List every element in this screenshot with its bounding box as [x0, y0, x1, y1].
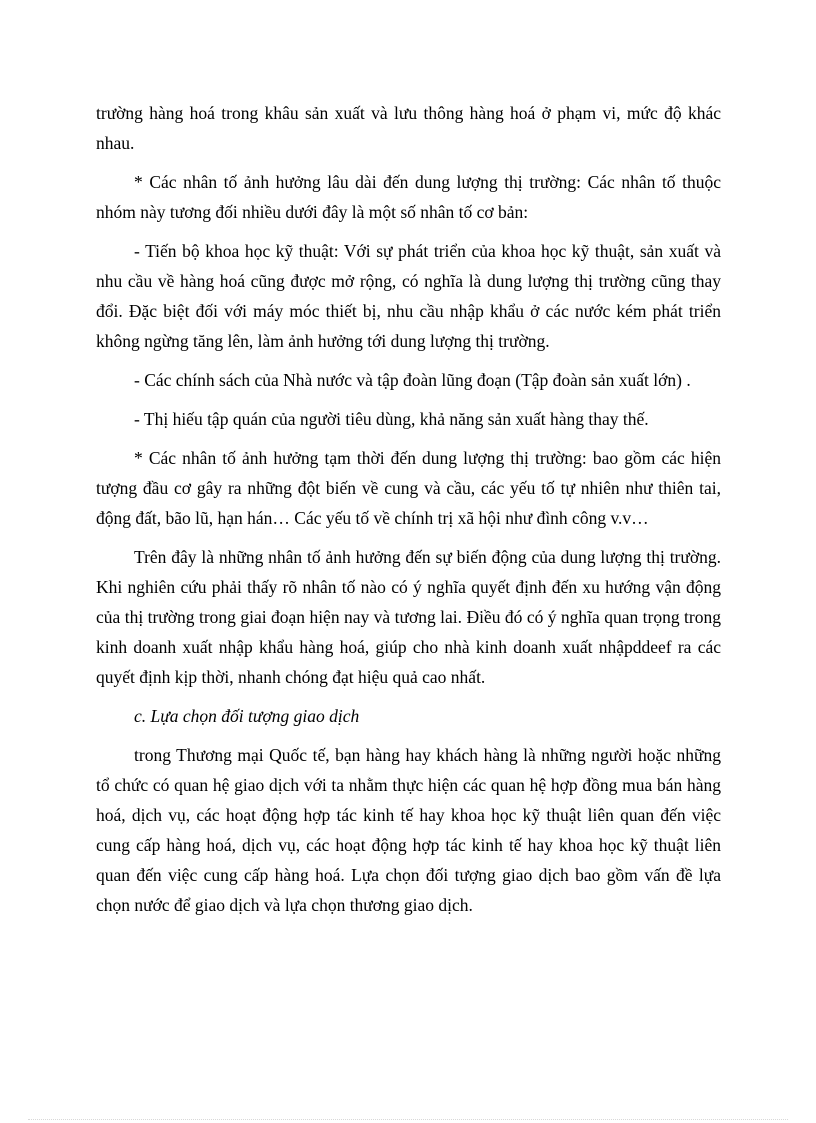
- paragraph-tech-progress: - Tiến bộ khoa học kỹ thuật: Với sự phát triển của khoa học kỹ thuật, sản xuất và nhu cầu về hàng hoá cũng được mở rộng, có nghĩa là dung lượng thị trường cũng thay đổi. Đặc biệt đối với máy móc thiết bị, nhu cầu nhập khẩu ở các nước kém phát triển không ngừng tăng lên, làm ảnh hưởng tới dung lượng thị trường.: [96, 241, 721, 351]
- paragraph-temporary-factors: * Các nhân tố ảnh hưởng tạm thời đến dung lượng thị trường: bao gồm các hiện tượng đầu cơ gây ra những đột biến về cung và cầu, các yếu tố tự nhiên như thiên tai, động đất, bão lũ, hạn hán… Các yếu tố về chính trị xã hội như đình công v.v…: [96, 448, 721, 528]
- paragraph-state-policy: - Các chính sách của Nhà nước và tập đoàn lũng đoạn (Tập đoàn sản xuất lớn) .: [134, 370, 691, 390]
- paragraph-consumer-habits: - Thị hiếu tập quán của người tiêu dùng, khả năng sản xuất hàng thay thế.: [134, 409, 649, 429]
- paragraph-continuation: trường hàng hoá trong khâu sản xuất và lưu thông hàng hoá ở phạm vi, mức độ khác nhau.: [96, 103, 721, 153]
- paragraph-partner-definition: trong Thương mại Quốc tế, bạn hàng hay khách hàng là những người hoặc những tổ chức có quan hệ giao dịch với ta nhằm thực hiện các quan hệ hợp đồng mua bán hàng hoá, dịch vụ, các hoạt động hợp tác kinh tế hay khoa học kỹ thuật liên quan đến việc cung cấp hàng hoá, dịch vụ, các hoạt động hợp tác kinh tế hay khoa học kỹ thuật liên quan đến việc cung cấp hàng hoá. Lựa chọn đối tượng giao dịch bao gồm vấn đề lựa chọn nước để giao dịch và lựa chọn thương giao dịch.: [96, 745, 721, 915]
- page-bottom-divider: [28, 1119, 788, 1120]
- paragraph-long-term-factors: * Các nhân tố ảnh hưởng lâu dài đến dung lượng thị trường: Các nhân tố thuộc nhóm này tương đối nhiều dưới đây là một số nhân tố cơ bản:: [96, 172, 721, 222]
- paragraph-summary: Trên đây là những nhân tố ảnh hưởng đến sự biến động của dung lượng thị trường. Khi nghiên cứu phải thấy rõ nhân tố nào có ý nghĩa quyết định đến xu hướng vận động của thị trường trong giai đoạn hiện nay và tương lai. Điều đó có ý nghĩa quan trọng trong kinh doanh xuất nhập khẩu hàng hoá, giúp cho nhà kinh doanh xuất nhậpddeef ra các quyết định kịp thời, nhanh chóng đạt hiệu quả cao nhất.: [96, 547, 721, 687]
- document-page: [96, 98, 721, 929]
- section-heading-partner-selection: c. Lựa chọn đối tượng giao dịch: [134, 706, 360, 726]
